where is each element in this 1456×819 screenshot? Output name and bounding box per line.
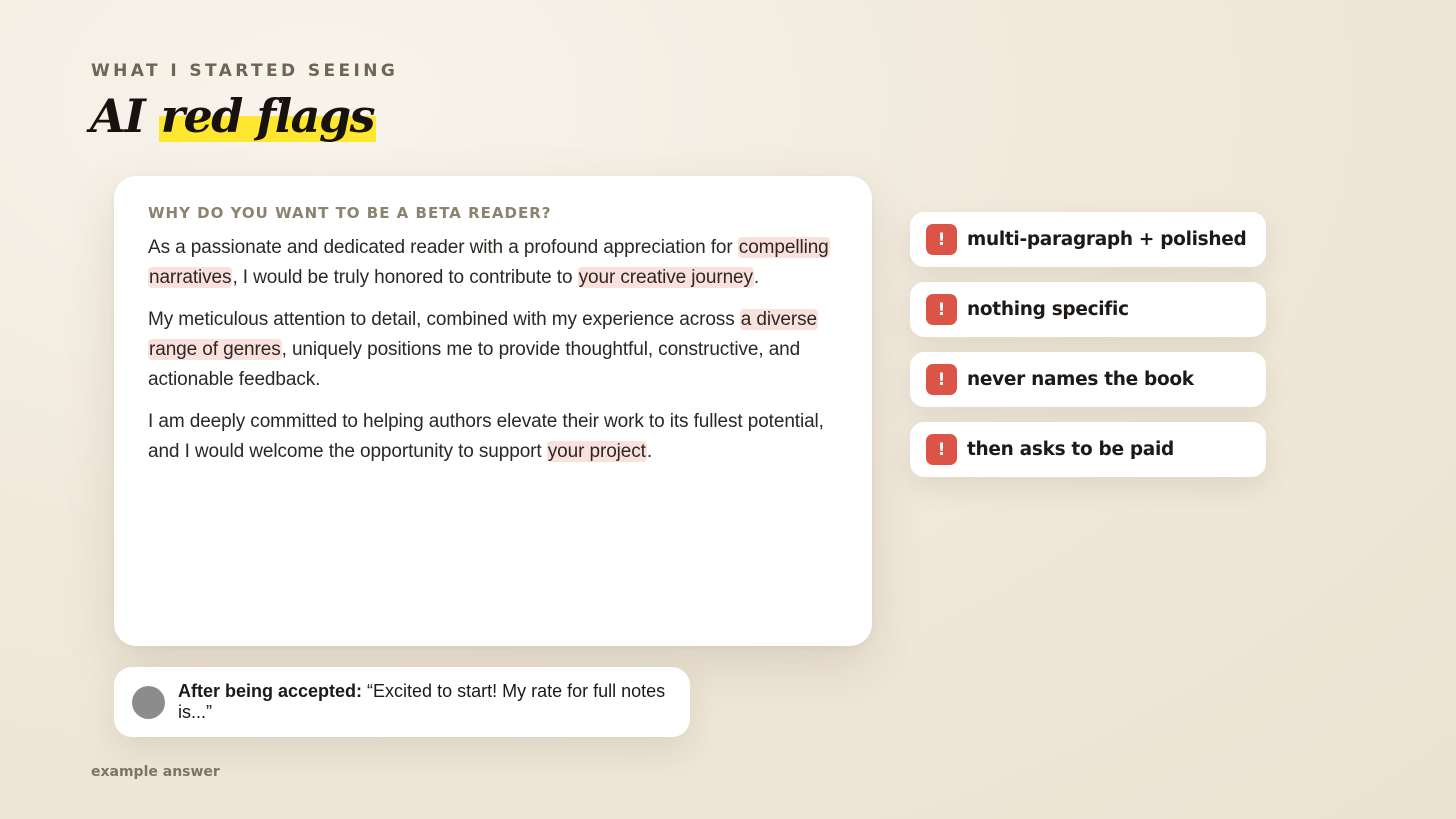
paragraph-text: As a passionate and dedicated reader with a profound appreciation for [148,237,738,258]
highlighted-phrase: your creative journey [578,267,753,288]
exclamation-icon: ! [926,294,957,325]
exclamation-icon: ! [926,224,957,255]
paragraph-text: . [646,441,653,462]
red-flag-label: never names the book [967,369,1194,390]
red-flag-list [910,212,1266,492]
red-flag-item [910,212,1266,267]
paragraph-text: My meticulous attention to detail, combined with my experience across [148,309,740,330]
highlighted-phrase: your project [547,441,646,462]
highlighted-phrase: a diverse range of genres [149,309,817,360]
eyebrow-label: WHAT I STARTED SEEING [91,61,399,81]
paragraph-text: I am deeply committed to helping authors elevate their work to its fullest potential, and I would welcome the opportunity to support [148,411,824,462]
exclamation-icon: ! [926,434,957,465]
red-flag-item [910,422,1266,477]
title-highlight: red flags [160,89,375,143]
exclamation-icon: ! [926,364,957,395]
avatar [132,686,165,719]
answer-paragraph-2 [148,305,838,395]
caption: example answer [91,764,220,780]
highlighted-phrase: compelling narratives [149,237,829,288]
red-flag-label: multi-paragraph + polished [967,229,1247,250]
followup-message [114,667,690,737]
question-label: WHY DO YOU WANT TO BE A BETA READER? [148,204,552,222]
paragraph-text: , I would be truly honored to contribute to [232,267,578,288]
paragraph-text: . [753,267,760,288]
followup-text [178,681,674,723]
answer-paragraph-1 [148,233,838,293]
red-flag-label: then asks to be paid [967,439,1174,460]
followup-label: After being accepted: [178,681,363,701]
answer-card [114,176,872,646]
page-title [90,88,376,144]
answer-paragraph-3 [148,407,838,467]
followup-quote: “Excited to start! My rate for full notes is...” [178,681,666,722]
red-flag-label: nothing specific [967,299,1129,320]
red-flag-item [910,352,1266,407]
paragraph-text: , uniquely positions me to provide thoughtful, constructive, and actionable feedback. [148,339,801,390]
title-prefix: AI [90,89,145,143]
red-flag-item [910,282,1266,337]
